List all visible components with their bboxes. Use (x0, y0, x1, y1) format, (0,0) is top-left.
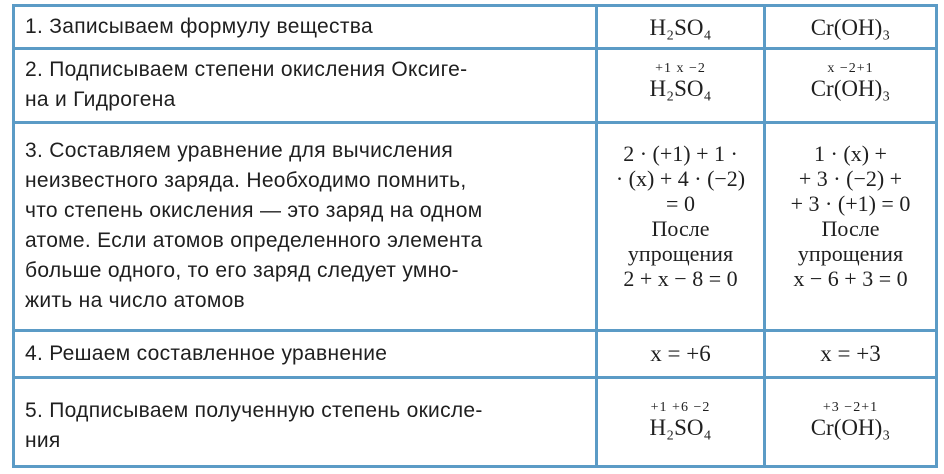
row-1-h2so4-formula: H₂SO₄ (649, 15, 712, 40)
row-2-h2so4-oxidation-states: +1 x −2 (655, 61, 706, 76)
row-5-h2so4-cell (598, 379, 763, 465)
row-2-step-text: 2. Подписываем степени окисления Оксиге- на и Гидрогена (25, 58, 468, 111)
row-3-croh3-line-6: x − 6 + 3 = 0 (793, 266, 908, 291)
row-3-croh3-line-5: упрощения (797, 241, 904, 266)
oxidation-state-table (12, 4, 938, 468)
row-2-croh3-oxidation-states: x −2+1 (827, 61, 874, 76)
row-3-croh3-line-3: + 3 · (+1) = 0 (790, 191, 911, 216)
row-3-h2so4-line-2: · (x) + 4 · (−2) (615, 166, 746, 191)
row-3-croh3-cell (766, 124, 935, 329)
row-5-step-cell (15, 379, 595, 465)
row-2-croh3-formula: Cr(OH)₃ (810, 76, 891, 101)
row-2-croh3-cell (766, 50, 935, 121)
row-1-croh3-cell (766, 7, 935, 47)
row-5-croh3-oxidation-states: +3 −2+1 (822, 400, 879, 415)
row-5-step-text: 5. Подписываем полученную степень окисле- ния (25, 399, 483, 452)
row-3-h2so4-cell (598, 124, 763, 329)
row-3-croh3-line-4: После (821, 216, 880, 241)
row-3-h2so4-line-3: = 0 (666, 191, 695, 216)
row-1-step-cell (15, 7, 595, 47)
row-3-step-cell (15, 124, 595, 329)
row-5-croh3-cell (766, 379, 935, 465)
row-4-croh3-solution: x = +3 (820, 341, 881, 366)
row-4-h2so4-solution: x = +6 (650, 341, 711, 366)
row-3-croh3-line-1: 1 · (x) + (814, 141, 887, 166)
row-3-h2so4-line-1: 2 · (+1) + 1 · (623, 141, 738, 166)
row-4-step-cell (15, 332, 595, 376)
row-4-step-text: 4. Решаем составленное уравнение (25, 342, 388, 365)
row-3-h2so4-line-5: упрощения (627, 241, 734, 266)
row-1-h2so4-cell (598, 7, 763, 47)
row-3-croh3-line-2: + 3 · (−2) + (798, 166, 903, 191)
row-4-h2so4-cell (598, 332, 763, 376)
row-4-croh3-cell (766, 332, 935, 376)
row-3-step-text: 3. Составляем уравнение для вычисления неизвестного заряда. Необходимо помнить, что степень окисления — это заряд на одном атоме. Если атомов определенного элемента больше одного, то его заряд следует умно- жить на число атомов (25, 139, 483, 312)
row-1-step-text: 1. Записываем формулу вещества (25, 15, 373, 38)
row-1-croh3-formula: Cr(OH)₃ (810, 15, 891, 40)
row-3-h2so4-line-4: После (651, 216, 710, 241)
row-5-croh3-formula: Cr(OH)₃ (810, 415, 891, 440)
row-5-h2so4-oxidation-states: +1 +6 −2 (650, 400, 711, 415)
row-2-step-cell (15, 50, 595, 121)
row-2-h2so4-cell (598, 50, 763, 121)
row-3-h2so4-line-6: 2 + x − 8 = 0 (623, 266, 738, 291)
row-5-h2so4-formula: H₂SO₄ (649, 415, 712, 440)
row-2-h2so4-formula: H₂SO₄ (649, 76, 712, 101)
